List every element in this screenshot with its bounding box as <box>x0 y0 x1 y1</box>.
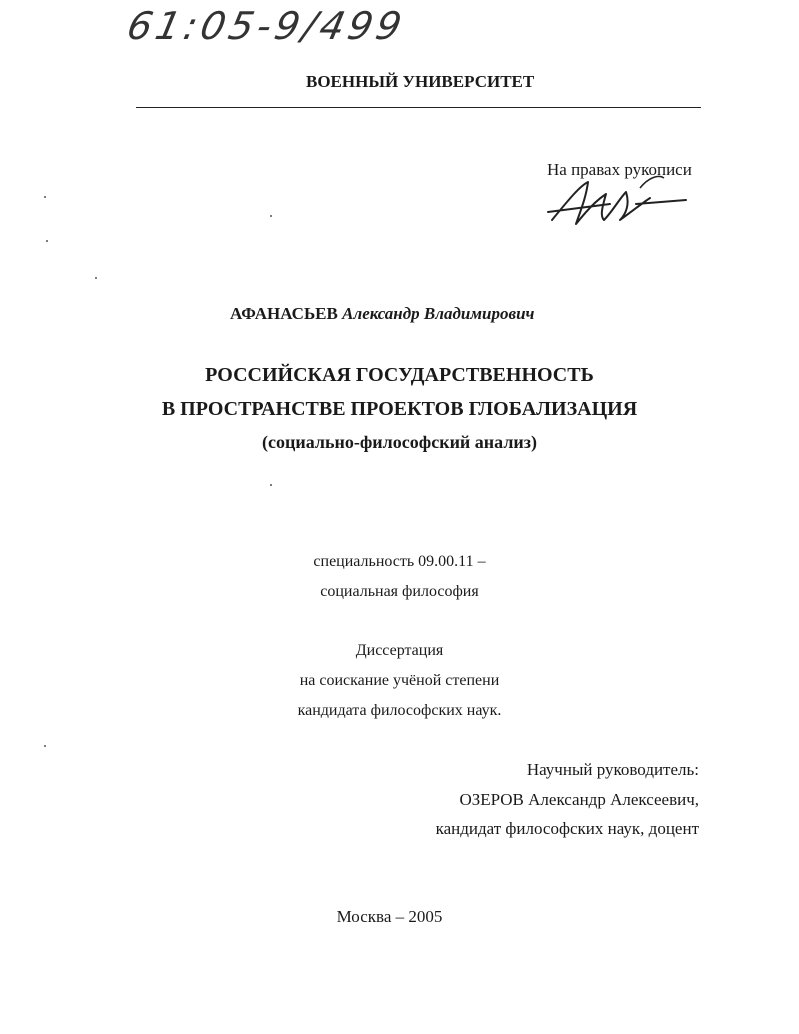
title-line-3: (социально-философский анализ) <box>261 432 538 452</box>
signature <box>540 168 690 232</box>
dissertation-label: Диссертация <box>355 642 444 659</box>
scan-speck <box>95 277 97 279</box>
title-line-2: В ПРОСТРАНСТВЕ ПРОЕКТОВ ГЛОБАЛИЗАЦИЯ <box>161 398 638 420</box>
supervisor-label: Научный руководитель: <box>526 760 699 779</box>
specialty-line-1: специальность 09.00.11 – <box>313 553 486 570</box>
author-name <box>230 304 534 324</box>
header-divider <box>136 107 701 108</box>
dissertation-degree-line: на соискание учёной степени <box>299 672 500 689</box>
scan-speck <box>46 240 48 242</box>
specialty-line-2: социальная философия <box>320 583 479 600</box>
author-given-names: Александр Владимирович <box>342 304 535 323</box>
rights-notice: На правах рукописи <box>547 160 692 179</box>
title-line-1: РОССИЙСКАЯ ГОСУДАРСТВЕННОСТЬ <box>205 364 594 386</box>
scan-speck <box>44 196 46 198</box>
scan-speck <box>270 215 272 217</box>
place-year: Москва – 2005 <box>336 907 443 926</box>
author-surname: АФАНАСЬЕВ <box>230 304 338 323</box>
dissertation-field-line: кандидата философских наук. <box>297 702 502 719</box>
supervisor-degree: кандидат философских наук, доцент <box>435 819 699 838</box>
scan-speck <box>44 745 46 747</box>
supervisor-name: ОЗЕРОВ Александр Алексеевич, <box>459 790 699 809</box>
archive-code: 61:05-9/499 <box>123 4 410 48</box>
university-name: ВОЕННЫЙ УНИВЕРСИТЕТ <box>306 72 535 91</box>
scan-speck <box>270 484 272 486</box>
